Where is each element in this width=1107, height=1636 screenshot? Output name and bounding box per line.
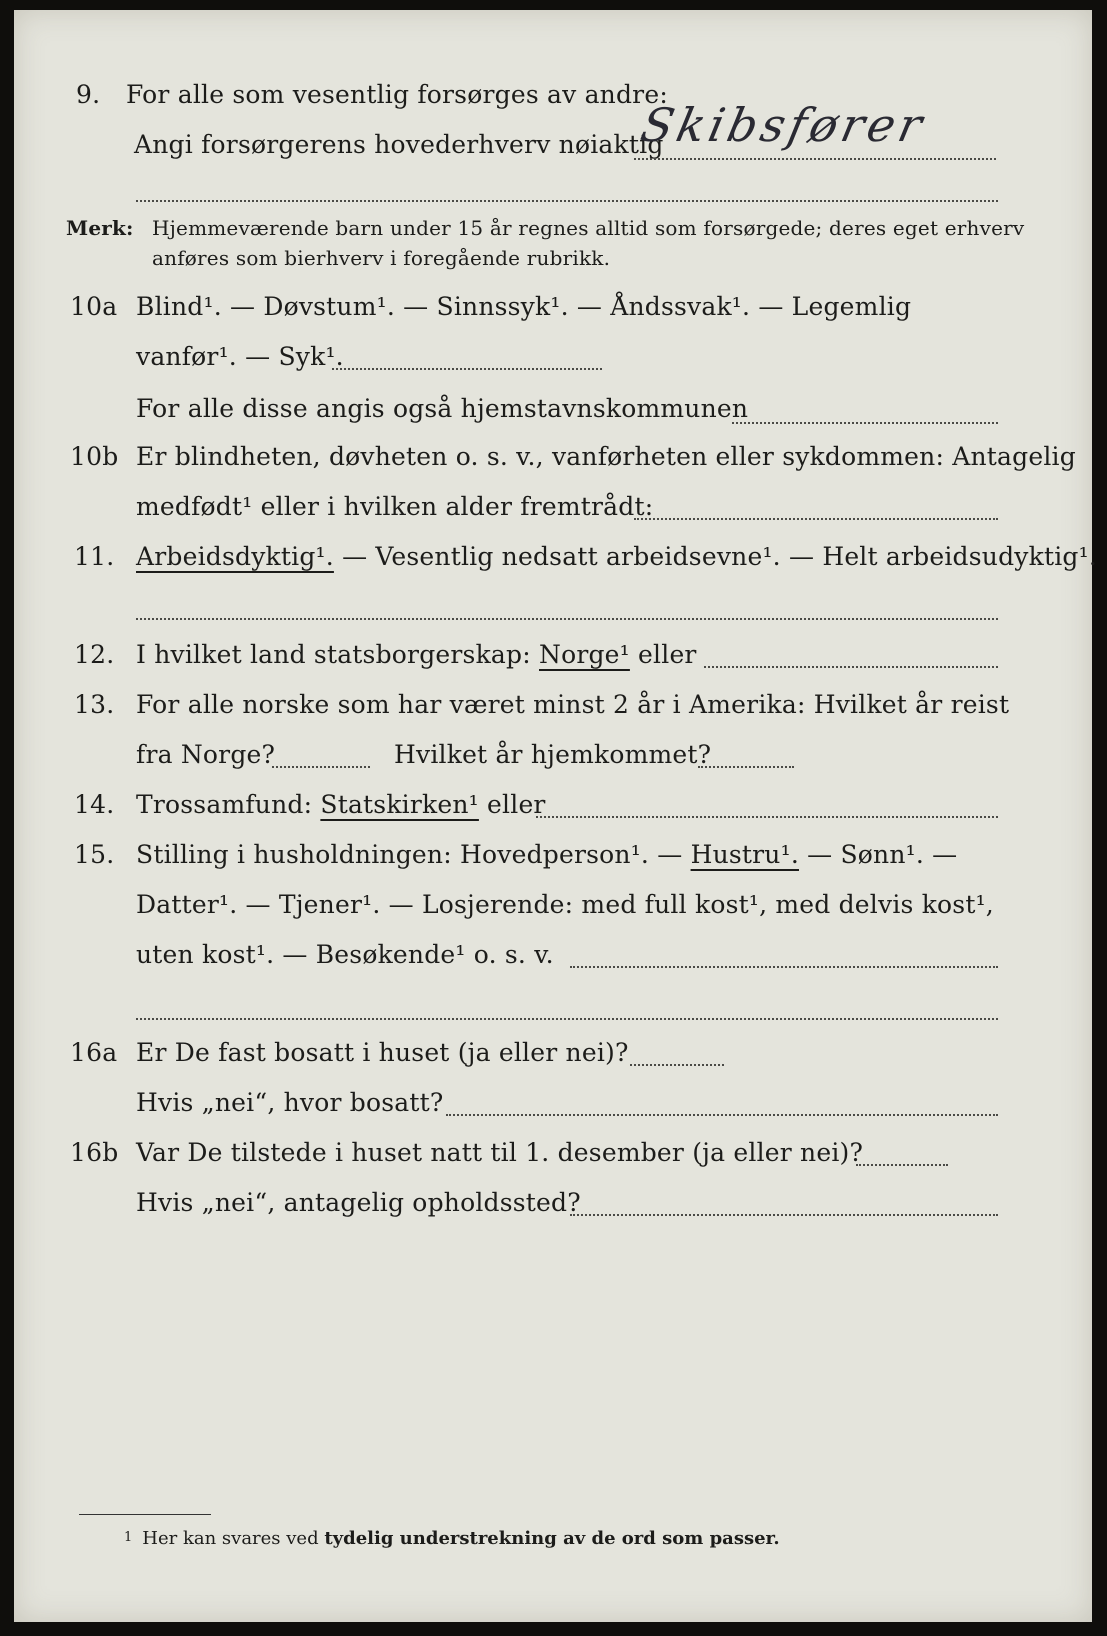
footnote-emphasis: tydelig understrekning av de ord som passer.: [324, 1528, 780, 1549]
question-text-post: eller: [478, 790, 546, 819]
question-text: For alle norske som har været minst 2 år i Amerika: Hvilket år reist: [136, 690, 1010, 719]
question-text: uten kost¹. — Besøkende¹ o. s. v.: [136, 940, 554, 969]
underlined-answer: Norge¹: [539, 640, 630, 669]
question-text: medfødt¹ eller i hvilken alder fremtrådt:: [136, 492, 654, 521]
question-text: [136, 640, 697, 669]
question-number: 16b: [70, 1138, 119, 1167]
footnote-divider: [79, 1514, 211, 1515]
question-text: Datter¹. — Tjener¹. — Losjerende: med full kost¹, med delvis kost¹,: [136, 890, 994, 919]
answer-line: [630, 1064, 724, 1066]
question-number: 13.: [74, 690, 115, 719]
question-text-pre: Trossamfund:: [136, 790, 321, 819]
question-text: Var De tilstede i huset natt til 1. desember (ja eller nei)?: [136, 1138, 864, 1167]
question-text: Angi forsørgerens hovederhverv nøiaktig: [134, 130, 664, 159]
question-text: Er blindheten, døvheten o. s. v., vanførheten eller sykdommen: Antagelig: [136, 442, 1076, 471]
answer-line: [136, 200, 998, 202]
question-number: 10a: [70, 292, 118, 321]
note-text: Hjemmeværende barn under 15 år regnes alltid som forsørgede; deres eget erhverv: [152, 216, 1025, 240]
answer-line: [136, 1018, 998, 1020]
question-text: [136, 840, 957, 869]
answer-line: [704, 666, 998, 668]
footnote-mark: 1: [124, 1530, 133, 1545]
answer-line: [332, 368, 602, 370]
underlined-answer: Hustru¹.: [690, 840, 799, 869]
question-number: 15.: [74, 840, 115, 869]
answer-line: [446, 1114, 998, 1116]
question-text: Er De fast bosatt i huset (ja eller nei)?: [136, 1038, 629, 1067]
question-number: 14.: [74, 790, 115, 819]
question-number: 16a: [70, 1038, 118, 1067]
question-text-post: — Sønn¹. —: [798, 840, 958, 869]
question-text-rest: — Vesentlig nedsatt arbeidsevne¹. — Helt arbeidsudyktig¹.: [333, 542, 1097, 571]
question-text-pre: I hvilket land statsborgerskap:: [136, 640, 539, 669]
answer-line: [570, 966, 998, 968]
answer-line: [856, 1164, 948, 1166]
answer-line: [570, 1214, 998, 1216]
question-number: 11.: [74, 542, 115, 571]
question-text: Hvilket år hjemkommet?: [394, 740, 712, 769]
answer-line: [634, 518, 998, 520]
question-text: Hvis „nei“, hvor bosatt?: [136, 1088, 444, 1117]
footnote-text: Her kan svares ved: [142, 1528, 325, 1549]
question-text: For alle disse angis også hjemstavnskommunen: [136, 394, 749, 423]
answer-line: [634, 158, 996, 160]
answer-line: [136, 618, 998, 620]
question-text: [136, 790, 546, 819]
handwritten-answer: Skibsfører: [636, 98, 931, 152]
question-text: For alle som vesentlig forsørges av andre:: [126, 80, 668, 109]
answer-line: [732, 422, 998, 424]
underlined-answer: Statskirken¹: [320, 790, 479, 819]
question-text: fra Norge?: [136, 740, 276, 769]
question-number: 9.: [76, 80, 101, 109]
note-label: Merk:: [66, 216, 134, 240]
question-number: 10b: [70, 442, 119, 471]
note-text: anføres som bierhverv i foregående rubrikk.: [152, 246, 611, 270]
question-text: Hvis „nei“, antagelig opholdssted?: [136, 1188, 581, 1217]
question-text-pre: Stilling i husholdningen: Hovedperson¹. —: [136, 840, 691, 869]
answer-line: [536, 816, 998, 818]
question-text: Blind¹. — Døvstum¹. — Sinnssyk¹. — Åndssvak¹. — Legemlig: [136, 292, 912, 321]
question-text: vanfør¹. — Syk¹.: [136, 342, 344, 371]
question-text-post: eller: [629, 640, 697, 669]
question-text: [136, 542, 1097, 571]
question-number: 12.: [74, 640, 115, 669]
underlined-answer: Arbeidsdyktig¹.: [136, 542, 334, 571]
footnote: [124, 1528, 780, 1549]
census-form-page: [14, 10, 1097, 1622]
answer-line: [698, 766, 794, 768]
answer-line: [272, 766, 370, 768]
